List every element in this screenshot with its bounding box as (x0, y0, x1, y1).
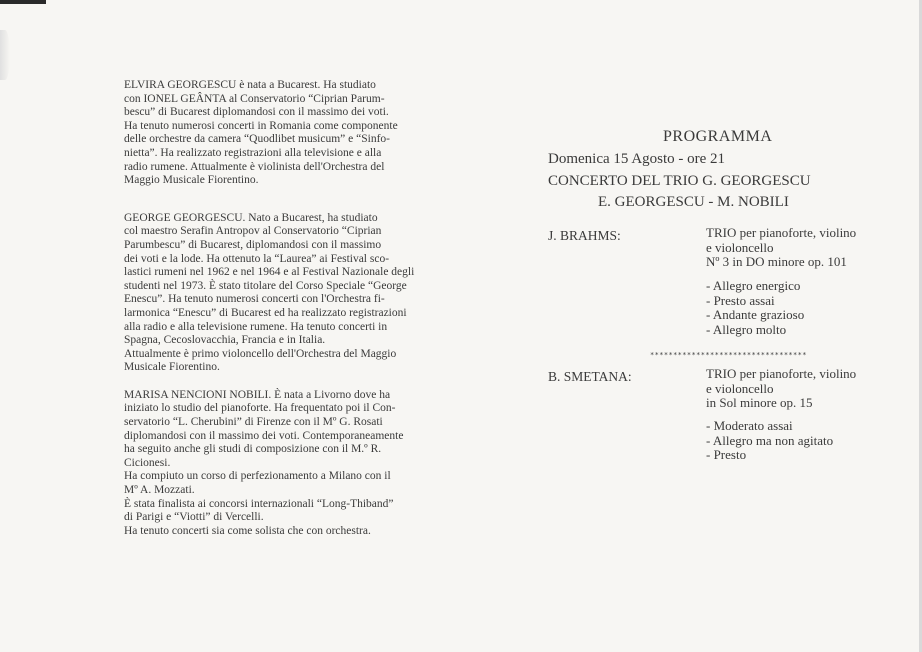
bio-line: Spagna, Cecoslovacchia, Francia e in Italia. (124, 334, 326, 347)
bio-line: radio rumene. Attualmente è violinista dell'Orchestra del (124, 160, 385, 173)
movement-item: - Moderato assai (706, 418, 793, 433)
fold-shadow (0, 30, 10, 80)
bio-line: Musicale Fiorentino. (124, 361, 220, 374)
bio-line: bescu” di Bucarest diplomandosi con il massimo dei voti. (124, 106, 389, 119)
work-line: TRIO per pianoforte, violino (706, 366, 857, 381)
bio-line: Ha compiuto un corso di perfezionamento a Milano con il (124, 470, 391, 483)
movement-item: - Allegro energico (706, 278, 801, 293)
bio-line: studenti nel 1973. È stato titolare del Corso Speciale “George (124, 279, 407, 292)
composer-brahms: J. BRAHMS: (548, 228, 621, 243)
work-line: e violoncello (706, 380, 774, 396)
bio-line: diplomandosi con il massimo dei voti. Contemporaneamente (124, 429, 404, 442)
work-line: in Sol minore op. 15 (706, 395, 813, 410)
bio-line: È stata finalista ai concorsi internazionali “Long-Thiband” (124, 497, 394, 510)
bio-line: con IONEL GEÂNTA al Conservatorio “Ciprian Parum- (124, 92, 385, 105)
bio-line: iniziato lo studio del pianoforte. Ha frequentato poi il Con- (124, 402, 396, 415)
movement-item: - Presto (706, 447, 747, 463)
program-title: PROGRAMMA (663, 128, 773, 145)
bio-line: di Parigi e “Viotti” di Vercelli. (124, 511, 264, 524)
bio-line: nietta”. Ha realizzato registrazioni alla televisione e alla (124, 146, 382, 159)
bio-line: alla radio e alla televisione rumene. Ha tenuto concerti in (124, 320, 388, 333)
bio-line: Cicionesi. (124, 456, 171, 469)
separator: ********************************** (650, 351, 807, 359)
movement-item: - Allegro molto (706, 321, 787, 337)
work-line: e violoncello (706, 239, 774, 255)
bio-line: Attualmente è primo violoncello dell'Orchestra del Maggio (124, 347, 397, 360)
corner-mark (0, 0, 46, 4)
bio-elvira-georgescu (124, 79, 441, 188)
bio-line: Maggio Musicale Fiorentino. (124, 174, 259, 187)
bio-line: Mº A. Mozzati. (124, 484, 195, 497)
work-smetana (706, 367, 856, 411)
work-line: Nº 3 in DO minore op. 101 (706, 254, 847, 269)
concert-performers: E. GEORGESCU - M. NOBILI (598, 194, 789, 210)
bio-line: dei voti e la lode. Ha ottenuto la “Laurea” ai Festival sco- (124, 252, 390, 265)
bio-line: Enescu”. Ha tenuto numerosi concerti con l'Orchestra fi- (124, 293, 385, 306)
movement-item: - Presto assai (706, 292, 775, 308)
bio-line: MARISA NENCIONI NOBILI. È nata a Livorno dove ha (124, 388, 391, 401)
bio-line: ha seguito anche gli studi di composizione con il M.º R. (124, 443, 382, 456)
movements-smetana (706, 419, 833, 463)
bio-line: Parumbescu” di Bucarest, diplomandosi con il massimo (124, 238, 382, 251)
bio-line: lastici rumeni nel 1962 e nel 1964 e al Festival Nazionale degli (124, 266, 415, 279)
bio-line: delle orchestre da camera “Quodlibet musicum” e “Sinfo- (124, 133, 390, 146)
bio-line: GEORGE GEORGESCU. Nato a Bucarest, ha studiato (124, 211, 378, 224)
movement-item: - Andante grazioso (706, 307, 805, 323)
bio-marisa-nencioni-nobili (124, 389, 441, 539)
bio-line: col maestro Serafin Antropov al Conservatorio “Ciprian (124, 225, 382, 238)
movement-item: - Allegro ma non agitato (706, 432, 834, 448)
movements-brahms (706, 279, 804, 337)
concert-title: CONCERTO DEL TRIO G. GEORGESCU (548, 173, 811, 189)
composer-smetana: B. SMETANA: (548, 369, 632, 384)
bio-line: larmonica “Enescu” di Bucarest ed ha realizzato registrazioni (124, 306, 407, 319)
bio-column (124, 79, 441, 552)
work-line: TRIO per pianoforte, violino (706, 225, 857, 240)
bio-line: Ha tenuto numerosi concerti in Romania come componente (124, 119, 398, 132)
bio-line: ELVIRA GEORGESCU è nata a Bucarest. Ha studiato (124, 79, 376, 91)
concert-date: Domenica 15 Agosto - ore 21 (548, 151, 726, 167)
work-brahms (706, 226, 856, 270)
bio-line: servatorio “L. Cherubini” di Firenze con il Mº G. Rosati (124, 416, 383, 429)
bio-line: Ha tenuto concerti sia come solista che con orchestra. (124, 524, 371, 537)
bio-george-georgescu (124, 212, 441, 375)
